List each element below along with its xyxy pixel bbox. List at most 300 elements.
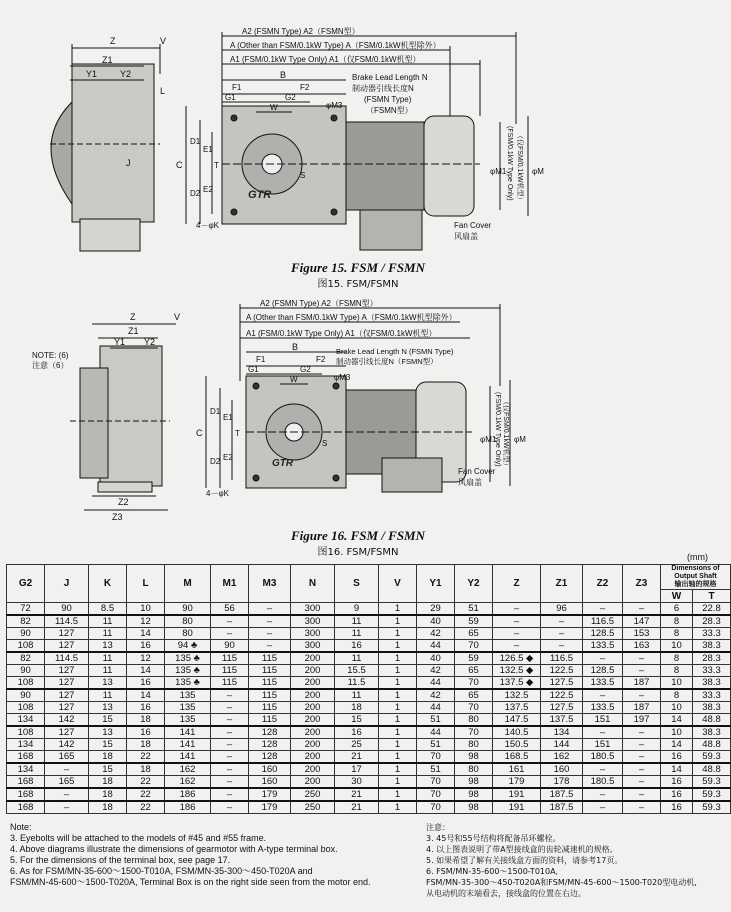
fig15-fan-cover — [424, 116, 474, 216]
column-header: M3 — [249, 565, 291, 603]
fig16-label-fan-cn: 风扇盖 — [458, 478, 482, 487]
table-cell: 300 — [291, 615, 335, 628]
table-cell: 300 — [291, 603, 335, 616]
table-cell: 135 ♣ — [165, 677, 211, 690]
fig16-label-v: V — [174, 312, 181, 322]
table-cell: 18 — [89, 801, 127, 814]
table-row — [7, 788, 731, 801]
table-cell: 108 — [7, 702, 45, 714]
table-cell: 1 — [379, 714, 417, 727]
table-cell: – — [541, 615, 583, 628]
table-cell: 153 — [623, 628, 661, 640]
fig15-label-s: S — [300, 171, 306, 180]
table-row — [7, 689, 731, 702]
table-cell: 168 — [7, 776, 45, 789]
table-cell: 8.5 — [89, 603, 127, 616]
fig15-label-a1: A1 (FSM/0.1kW Type Only) A1（仅FSM/0.1kW机型） — [230, 55, 421, 64]
table-cell: 197 — [623, 714, 661, 727]
fig16-label-f1: F1 — [256, 355, 266, 364]
table-cell: 18 — [89, 776, 127, 789]
fig15-side-body — [72, 64, 154, 222]
table-cell: 115 — [211, 665, 249, 677]
figure-15-svg — [10, 14, 706, 256]
fig15-label-b: B — [280, 70, 287, 80]
fig15-motor-body — [346, 122, 424, 210]
fig15-side-flange — [51, 102, 72, 204]
table-cell: – — [623, 776, 661, 789]
table-cell: 21 — [335, 751, 379, 764]
table-cell: 187.5 — [541, 788, 583, 801]
fig16-label-y1: Y1 — [114, 337, 126, 347]
column-header: G2 — [7, 565, 45, 603]
table-cell: – — [211, 615, 249, 628]
table-cell: 11 — [89, 652, 127, 665]
table-cell: 65 — [455, 665, 493, 677]
fig16-label-g1: G1 — [248, 365, 259, 374]
table-cell: 70 — [455, 640, 493, 653]
table-cell: 1 — [379, 726, 417, 739]
table-cell: 168 — [7, 751, 45, 764]
fig16-label-z2: Z2 — [118, 497, 129, 507]
table-cell: 165 — [45, 751, 89, 764]
table-cell: 15.5 — [335, 665, 379, 677]
table-cell: – — [623, 801, 661, 814]
table-cell: 72 — [7, 603, 45, 616]
table-cell: 179 — [249, 788, 291, 801]
fig15-label-d1: D1 — [190, 137, 201, 146]
table-row — [7, 714, 731, 727]
table-cell: 134 — [7, 739, 45, 751]
table-cell: 21 — [335, 801, 379, 814]
table-cell: 90 — [165, 603, 211, 616]
fig16-label-d1: D1 — [210, 407, 221, 416]
table-cell: 134 — [541, 726, 583, 739]
table-cell: 18 — [127, 763, 165, 776]
table-cell: – — [623, 726, 661, 739]
table-cell: 70 — [455, 702, 493, 714]
table-cell: 137.5 ◆ — [493, 677, 541, 690]
note-line: 5. For the dimensions of the terminal box, see page 17. — [10, 855, 231, 865]
fig15-label-fsmn: (FSMN Type) — [364, 95, 412, 104]
table-cell: 168 — [7, 788, 45, 801]
table-cell: 80 — [455, 763, 493, 776]
table-cell: 51 — [417, 739, 455, 751]
fig15-label-brake-cn: 制动器引线长度N — [352, 84, 414, 93]
fig16-label-g2: G2 — [300, 365, 311, 374]
table-cell: 187 — [623, 677, 661, 690]
table-cell: 200 — [291, 652, 335, 665]
column-header: L — [127, 565, 165, 603]
table-cell: 65 — [455, 628, 493, 640]
table-cell: 65 — [455, 689, 493, 702]
fig15-label-e2: E2 — [203, 185, 213, 194]
fig15-label-z: Z — [110, 36, 116, 46]
table-row — [7, 677, 731, 690]
note-line: FSM/MN-45-600～1500-T020A, Terminal Box is on the right side seen from the motor end. — [10, 877, 371, 887]
table-cell: 128 — [249, 726, 291, 739]
table-cell: 1 — [379, 776, 417, 789]
table-cell: 160 — [249, 776, 291, 789]
table-cell: 186 — [165, 788, 211, 801]
table-cell: 8 — [661, 665, 693, 677]
table-cell: 90 — [211, 640, 249, 653]
fig15-label-z1: Z1 — [102, 55, 113, 65]
table-cell: 250 — [291, 801, 335, 814]
fig16-label-f2: F2 — [316, 355, 326, 364]
table-cell: 22 — [127, 751, 165, 764]
table-cell: 151 — [583, 714, 623, 727]
table-cell: – — [623, 788, 661, 801]
table-row — [7, 702, 731, 714]
table-row — [7, 652, 731, 665]
table-cell: 1 — [379, 801, 417, 814]
fig16-side-terminal — [80, 368, 108, 478]
fig16-label-a1: A1 (FSM/0.1kW Type Only) A1（仅FSM/0.1kW机型） — [246, 329, 437, 338]
table-cell: – — [211, 751, 249, 764]
table-cell: 59.3 — [693, 776, 731, 789]
table-cell: – — [583, 788, 623, 801]
table-cell: 14 — [127, 689, 165, 702]
table-cell: 11 — [89, 665, 127, 677]
table-cell: 22.8 — [693, 603, 731, 616]
table-cell: 42 — [417, 665, 455, 677]
table-cell: 44 — [417, 640, 455, 653]
table-cell: 8 — [661, 628, 693, 640]
table-cell: 14 — [661, 714, 693, 727]
table-cell: 8 — [661, 689, 693, 702]
table-cell: 187 — [623, 702, 661, 714]
table-cell: 59.3 — [693, 788, 731, 801]
table-cell: 8 — [661, 652, 693, 665]
figure-16-caption: Figure 16. FSM / FSMN — [290, 528, 425, 543]
table-cell: 160 — [541, 763, 583, 776]
table-cell: 44 — [417, 702, 455, 714]
table-row — [7, 739, 731, 751]
table-cell: 127 — [45, 665, 89, 677]
table-cell: 18 — [89, 751, 127, 764]
table-cell: 137.5 — [541, 714, 583, 727]
table-cell: 115 — [249, 689, 291, 702]
table-cell: 13 — [89, 640, 127, 653]
table-cell: 135 ♣ — [165, 652, 211, 665]
table-cell: 168 — [7, 801, 45, 814]
table-cell: 161 — [493, 763, 541, 776]
fig15-label-e1: E1 — [203, 145, 213, 154]
table-cell: 132.5 ◆ — [493, 665, 541, 677]
table-cell: 1 — [379, 640, 417, 653]
table-cell: 11 — [335, 615, 379, 628]
table-cell: 144 — [541, 739, 583, 751]
fig16-label-z: Z — [130, 312, 136, 322]
table-cell: 126.5 ◆ — [493, 652, 541, 665]
fig15-label-g1: G1 — [225, 93, 236, 102]
table-cell: – — [583, 603, 623, 616]
table-cell: 115 — [211, 677, 249, 690]
table-cell: 16 — [335, 640, 379, 653]
table-cell: – — [623, 689, 661, 702]
table-row — [7, 801, 731, 814]
table-cell: 16 — [127, 677, 165, 690]
table-cell: – — [211, 763, 249, 776]
table-cell: 6 — [661, 603, 693, 616]
table-cell: 200 — [291, 677, 335, 690]
table-cell: 1 — [379, 751, 417, 764]
table-cell: 180.5 — [583, 776, 623, 789]
notes-chinese — [426, 822, 710, 899]
table-cell: 42 — [417, 628, 455, 640]
table-cell: – — [45, 763, 89, 776]
table-cell: 12 — [127, 615, 165, 628]
table-cell: – — [211, 788, 249, 801]
table-cell: 13 — [89, 677, 127, 690]
fig16-label-e1: E1 — [223, 413, 233, 422]
table-cell: – — [583, 726, 623, 739]
table-cell: 250 — [291, 788, 335, 801]
note-line: 注意： — [426, 823, 450, 832]
fig16-label-c: C — [196, 428, 203, 438]
table-cell: 115 — [211, 652, 249, 665]
table-cell: 10 — [661, 726, 693, 739]
table-cell: 15 — [89, 763, 127, 776]
column-header: J — [45, 565, 89, 603]
table-row — [7, 665, 731, 677]
figure-16-caption-cn: 图16. FSM/FSMN — [317, 547, 399, 558]
table-cell: 115 — [249, 714, 291, 727]
table-cell: 16 — [661, 801, 693, 814]
table-cell: – — [541, 628, 583, 640]
table-cell: 40 — [417, 615, 455, 628]
table-cell: 140.5 — [493, 726, 541, 739]
table-cell: 11 — [335, 689, 379, 702]
table-cell: 141 — [165, 751, 211, 764]
fig15-side-foot — [80, 219, 140, 251]
fig16-label-b: B — [292, 342, 299, 352]
table-cell: 1 — [379, 652, 417, 665]
table-cell: 33.3 — [693, 665, 731, 677]
fig16-label-note-cn: 注意（6） — [32, 361, 69, 370]
table-cell: – — [623, 652, 661, 665]
table-cell: 96 — [541, 603, 583, 616]
table-cell: 160 — [249, 763, 291, 776]
table-cell: – — [583, 652, 623, 665]
table-cell: 1 — [379, 739, 417, 751]
fig15-label-k: 4－φK — [196, 221, 219, 230]
table-row — [7, 615, 731, 628]
fig16-label-m1-note-cn: （仅FSM/0.1kW机型） — [502, 398, 509, 470]
column-header: Z2 — [583, 565, 623, 603]
fig16-label-m: φM — [514, 435, 526, 444]
table-cell: 80 — [455, 739, 493, 751]
table-cell: – — [211, 801, 249, 814]
fig15-label-j: J — [126, 158, 131, 168]
table-row — [7, 763, 731, 776]
fig15-label-m1-note-cn: （仅FSM/0.1kW机型） — [516, 132, 523, 204]
table-cell: 178 — [541, 776, 583, 789]
table-cell: 11 — [89, 628, 127, 640]
table-cell: 56 — [211, 603, 249, 616]
table-cell: 127.5 — [541, 702, 583, 714]
table-cell: 59.3 — [693, 801, 731, 814]
table-cell: 108 — [7, 640, 45, 653]
table-row — [7, 628, 731, 640]
table-cell: 98 — [455, 788, 493, 801]
table-cell: – — [493, 628, 541, 640]
table-cell: 108 — [7, 726, 45, 739]
column-header: V — [379, 565, 417, 603]
table-cell: 15 — [89, 739, 127, 751]
table-cell: 200 — [291, 751, 335, 764]
table-cell: 122.5 — [541, 665, 583, 677]
table-cell: 14 — [661, 739, 693, 751]
table-cell: – — [249, 603, 291, 616]
fig15-label-v: V — [160, 36, 167, 46]
fig16-label-k: 4－φK — [206, 489, 229, 498]
table-cell: 163 — [623, 640, 661, 653]
table-cell: 15 — [89, 714, 127, 727]
table-cell: 11 — [335, 652, 379, 665]
fig16-label-m1: φM1 — [480, 435, 497, 444]
column-header: Z — [493, 565, 541, 603]
table-cell: 22 — [127, 788, 165, 801]
fig16-label-brake-cn: 制动器引线长度N（FSMN型） — [336, 357, 438, 366]
table-cell: 127 — [45, 628, 89, 640]
column-header: M — [165, 565, 211, 603]
table-cell: 142 — [45, 714, 89, 727]
table-cell: 141 — [165, 726, 211, 739]
table-cell: 33.3 — [693, 689, 731, 702]
table-cell: 40 — [417, 652, 455, 665]
table-cell: 48.8 — [693, 763, 731, 776]
table-cell: – — [211, 628, 249, 640]
table-cell: 127 — [45, 640, 89, 653]
fig16-label-m1-note: (FSM/0.1kW Type Only) — [494, 392, 501, 467]
table-cell: – — [211, 689, 249, 702]
table-cell: 70 — [417, 788, 455, 801]
table-cell: 10 — [127, 603, 165, 616]
table-cell: 115 — [249, 665, 291, 677]
table-cell: – — [211, 776, 249, 789]
table-cell: 80 — [455, 714, 493, 727]
fig15-label-f2: F2 — [300, 83, 310, 92]
table-cell: 42 — [417, 689, 455, 702]
fig15-label-l: L — [160, 86, 166, 96]
table-cell: 200 — [291, 689, 335, 702]
column-header: Y2 — [455, 565, 493, 603]
table-cell: 135 — [165, 689, 211, 702]
table-cell: – — [623, 739, 661, 751]
fig15-label-a: A (Other than FSM/0.1kW Type) A（FSM/0.1kW机型除外） — [230, 41, 441, 50]
table-cell: 18 — [127, 739, 165, 751]
table-cell: 137.5 — [493, 702, 541, 714]
table-cell: 114.5 — [45, 652, 89, 665]
table-cell: – — [541, 640, 583, 653]
fig16-label-e2: E2 — [223, 453, 233, 462]
table-cell: 70 — [417, 751, 455, 764]
table-cell: 90 — [7, 689, 45, 702]
fig16-label-d2: D2 — [210, 457, 221, 466]
column-header: T — [693, 590, 731, 603]
table-cell: – — [249, 628, 291, 640]
table-cell: 38.3 — [693, 726, 731, 739]
table-cell: 38.3 — [693, 640, 731, 653]
fig16-terminal-box — [382, 458, 442, 492]
table-cell: 51 — [455, 603, 493, 616]
table-cell: 38.3 — [693, 677, 731, 690]
table-cell: 59 — [455, 615, 493, 628]
table-cell: – — [45, 801, 89, 814]
table-cell: 70 — [455, 726, 493, 739]
table-cell: 147.5 — [493, 714, 541, 727]
table-cell: 98 — [455, 801, 493, 814]
notes-english — [10, 822, 420, 888]
note-line: 6. As for FSM/MN-35-600～1500-T010A, FSM/MN-35-300～450-T020A and — [10, 866, 313, 876]
table-cell: 127.5 — [541, 677, 583, 690]
table-cell: – — [249, 615, 291, 628]
table-cell: 200 — [291, 726, 335, 739]
fig16-label-w: W — [290, 375, 298, 384]
table-cell: 38.3 — [693, 702, 731, 714]
figure-15-drawing — [10, 14, 706, 256]
table-cell: 186 — [165, 801, 211, 814]
table-cell: 9 — [335, 603, 379, 616]
fig15-label-a2: A2 (FSMN Type) A2（FSMN型） — [242, 27, 360, 36]
fig15-label-y1: Y1 — [86, 69, 98, 79]
table-cell: 300 — [291, 628, 335, 640]
table-cell: 30 — [335, 776, 379, 789]
table-cell: 90 — [45, 603, 89, 616]
table-cell: 14 — [127, 628, 165, 640]
fig16-label-t: T — [235, 429, 240, 438]
table-cell: 200 — [291, 763, 335, 776]
table-cell: 191 — [493, 788, 541, 801]
table-cell: 200 — [291, 739, 335, 751]
table-cell: 29 — [417, 603, 455, 616]
table-cell: – — [211, 739, 249, 751]
note-line: 5. 如果希望了解有关接线盒方面的资料，请参考17页。 — [426, 856, 623, 865]
table-cell: 59.3 — [693, 751, 731, 764]
note-line: 从电动机的末端看去，接线盒的位置在右边。 — [426, 889, 586, 898]
column-header: Z3 — [623, 565, 661, 603]
fig15-terminal-box — [360, 210, 422, 250]
unit-label: (mm) — [687, 552, 708, 562]
fig16-label-note: NOTE: (6) — [32, 351, 69, 360]
shaft-header-cn: 输出轴的规格 — [674, 581, 717, 588]
note-line: Note: — [10, 822, 32, 832]
table-cell: 90 — [7, 628, 45, 640]
fig15-label-d2: D2 — [190, 189, 201, 198]
fig16-label-m3: φM3 — [334, 373, 351, 382]
column-header: S — [335, 565, 379, 603]
table-row — [7, 603, 731, 616]
table-cell: 1 — [379, 603, 417, 616]
table-cell: 147 — [623, 615, 661, 628]
table-cell: 200 — [291, 714, 335, 727]
table-cell: 13 — [89, 702, 127, 714]
table-cell: 150.5 — [493, 739, 541, 751]
table-row — [7, 640, 731, 653]
fig16-label-a: A (Other than FSM/0.1kW Type) A（FSM/0.1kW机型除外） — [246, 313, 457, 322]
table-cell: 115 — [249, 702, 291, 714]
table-cell: 127 — [45, 689, 89, 702]
table-cell: 10 — [661, 677, 693, 690]
figure-15-caption: Figure 15. FSM / FSMN — [290, 260, 425, 275]
table-cell: 98 — [455, 751, 493, 764]
table-cell: 10 — [661, 640, 693, 653]
table-cell: 1 — [379, 628, 417, 640]
table-cell: – — [623, 665, 661, 677]
fig16-side-body — [100, 346, 162, 486]
table-cell: 70 — [417, 801, 455, 814]
